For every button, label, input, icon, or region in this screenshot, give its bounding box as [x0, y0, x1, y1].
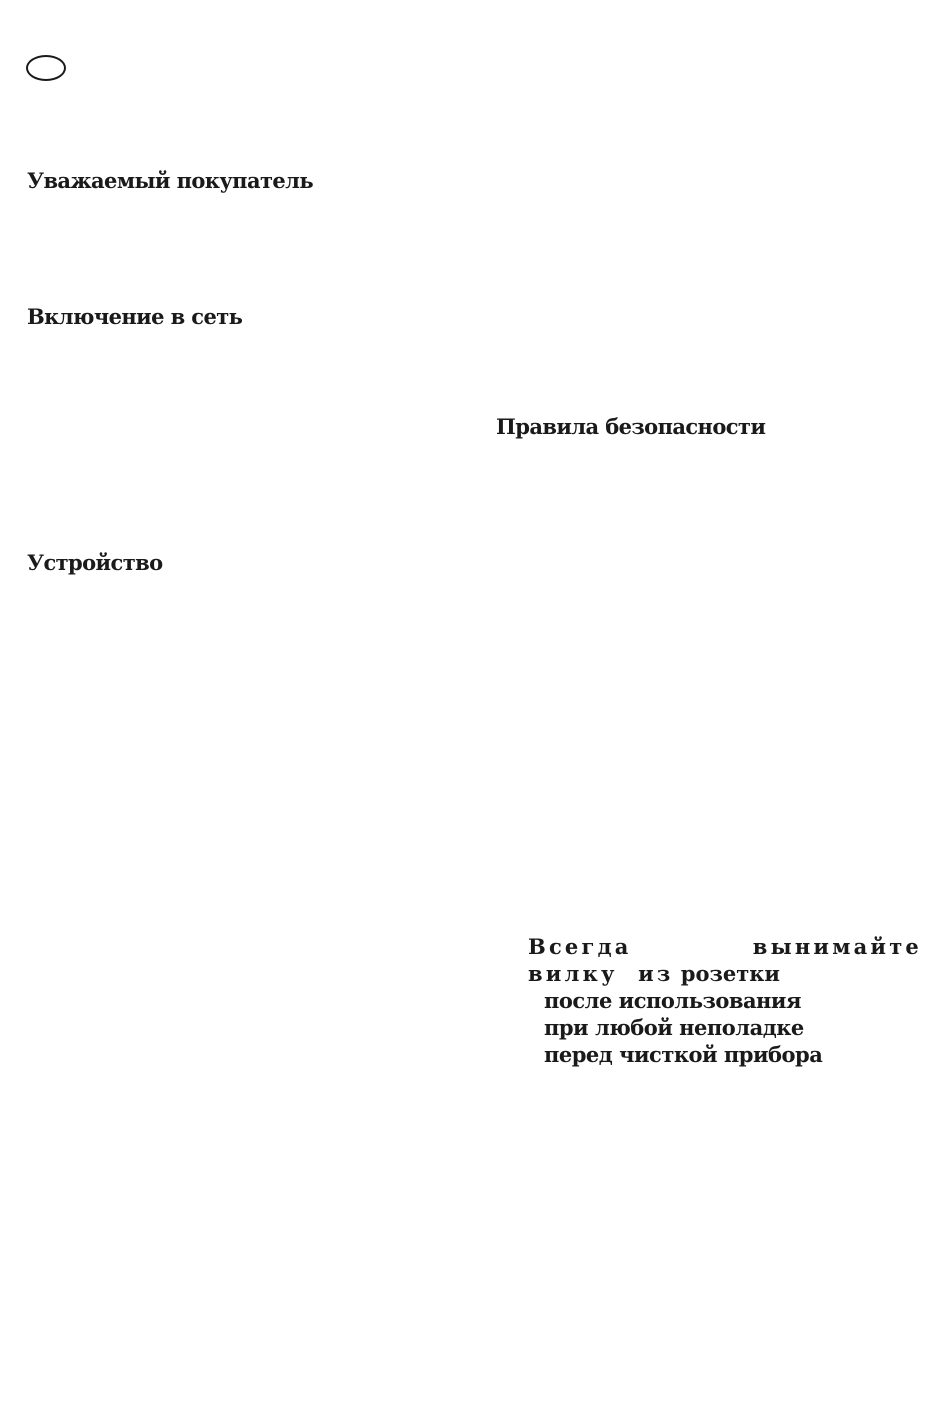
heading-dear-customer: Уважаемый покупатель [27, 168, 313, 193]
list-item: перед чисткой прибора [544, 1042, 823, 1067]
unplug-notice-title [528, 933, 922, 987]
list-item: после использования [544, 988, 802, 1013]
language-marker-oval [26, 55, 66, 81]
list-item: при любой неполадке [544, 1015, 804, 1040]
unplug-notice [528, 933, 922, 1068]
unplug-notice-title-line2: розетки [680, 961, 781, 986]
unplug-notice-title-line1: Всегда вынимайте вилку из [528, 934, 922, 986]
heading-power-connection: Включение в сеть [27, 304, 243, 329]
unplug-notice-list [528, 987, 922, 1068]
heading-device: Устройство [27, 550, 163, 575]
heading-safety-rules: Правила безопасности [496, 414, 766, 439]
